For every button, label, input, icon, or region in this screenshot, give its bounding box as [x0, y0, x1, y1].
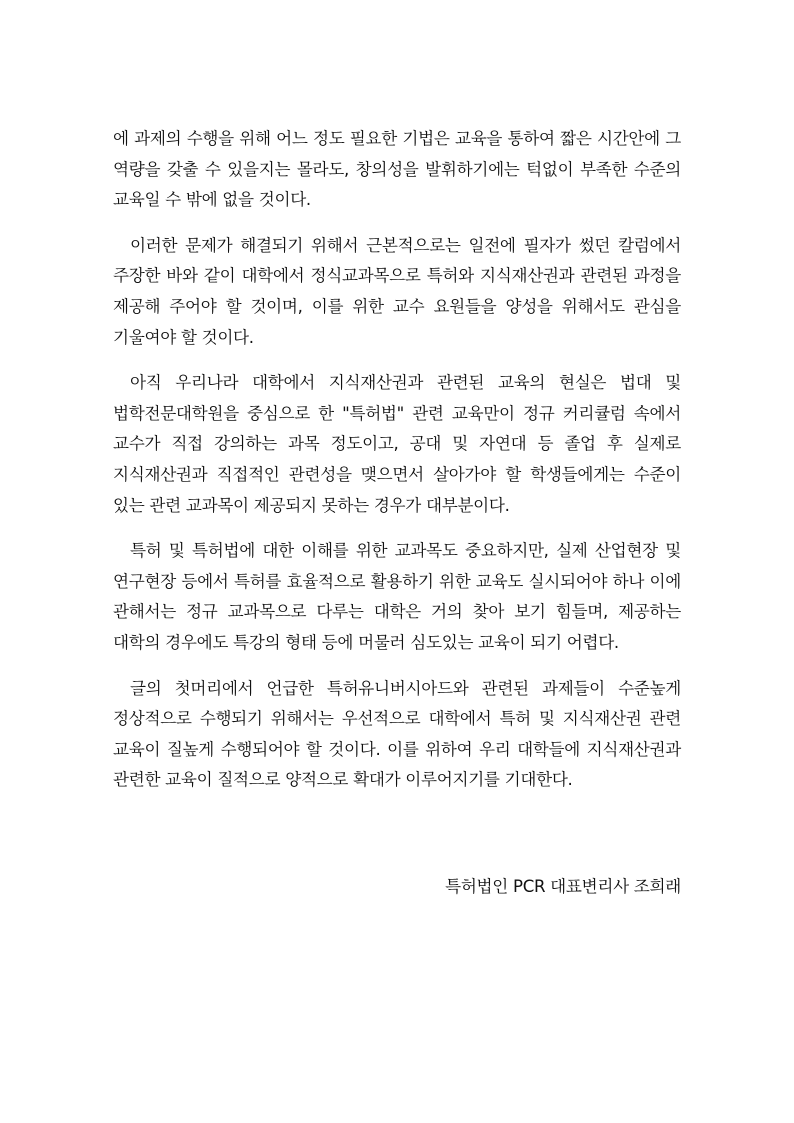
paragraph-continuation: 에 과제의 수행을 위해 어느 정도 필요한 기법은 교육을 통하여 짧은 시간안에 그 역량을 갖출 수 있을지는 몰라도, 창의성을 발휘하기에는 턱없이 부족한 수준의 교육일 수 밖에 없을 것이다. — [113, 129, 681, 210]
paragraph-conclusion: 글의 첫머리에서 언급한 특허유니버시아드와 관련된 과제들이 수준높게 정상적으로 수행되기 위해서는 우선적으로 대학에서 특허 및 지식재산권 관련 교육이 질높게 수행되어야 할 것이다. 이를 위하여 우리 대학들에 지식재산권과 관련한 교육이 질적으로 양적으로 확대가 이루어지기를 기대한다. — [113, 678, 681, 790]
paragraph-problem-solution: 이러한 문제가 해결되기 위해서 근본적으로는 일전에 필자가 썼던 칼럼에서 주장한 바와 같이 대학에서 정식교과목으로 특허와 지식재산권과 관련된 과정을 제공해 주어야 할 것이며, 이를 위한 교수 요원들을 양성을 위해서도 관심을 기울여야 할 것이다. — [113, 235, 681, 347]
document-body — [113, 124, 681, 796]
paragraph-industry-education: 특허 및 특허법에 대한 이해를 위한 교과목도 중요하지만, 실제 산업현장 및 연구현장 등에서 특허를 효율적으로 활용하기 위한 교육도 실시되어야 하나 이에 관해서는 정규 교과목으로 다루는 대학은 거의 찾아 보기 힘들며, 제공하는 대학의 경우에도 특강의 형태 등에 머물러 심도있는 교육이 되기 어렵다. — [113, 541, 681, 652]
author-signature: 특허법인 PCR 대표변리사 조희래 — [445, 877, 681, 896]
paragraph-current-reality: 아직 우리나라 대학에서 지식재산권과 관련된 교육의 현실은 법대 및 법학전문대학원을 중심으로 한 "특허법" 관련 교육만이 정규 커리큘럼 속에서 교수가 직접 강의하는 과목 정도이고, 공대 및 자연대 등 졸업 후 실제로 지식재산권과 직접적인 관련성을 맺으면서 살아가야 할 학생들에게는 수준이 있는 관련 교과목이 제공되지 못하는 경우가 대부분이다. — [113, 373, 681, 515]
